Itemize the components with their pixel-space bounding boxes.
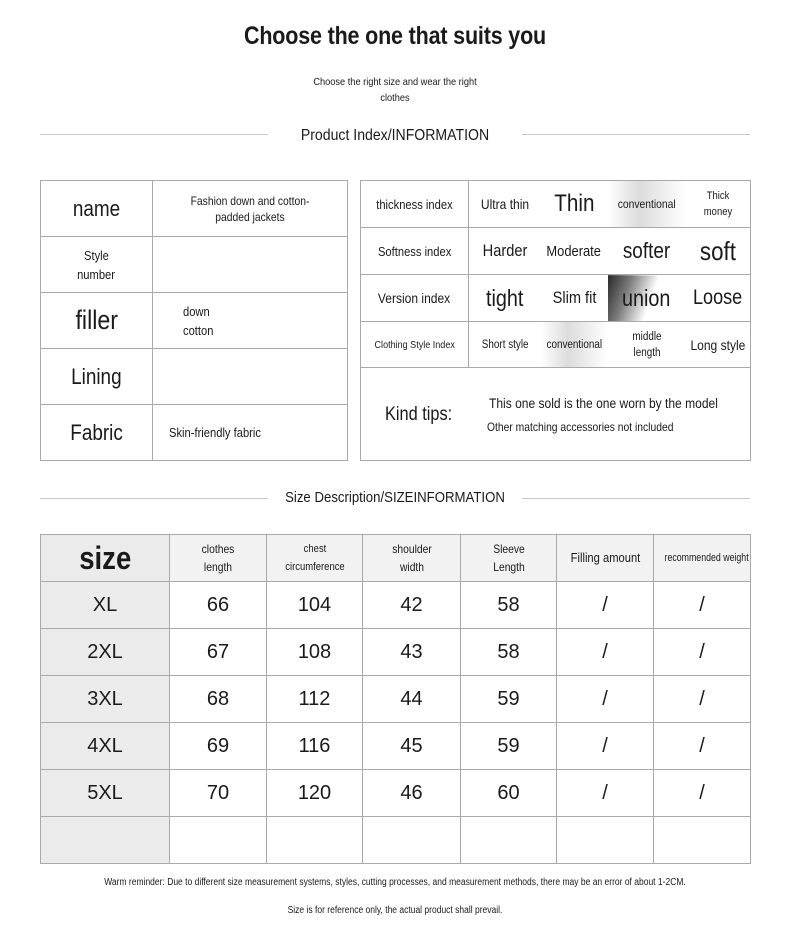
index-row-style bbox=[361, 322, 751, 368]
measurement-cell: 58 bbox=[461, 629, 557, 676]
size-header-chest: chest circumference bbox=[284, 543, 345, 573]
index-row-softness bbox=[361, 228, 751, 275]
measurement-cell: / bbox=[654, 723, 751, 770]
tips-line-2: Other matching accessories not included bbox=[487, 420, 674, 434]
style-option-long: Long style bbox=[690, 336, 746, 353]
subtitle-line-1: Choose the right size and wear the right bbox=[313, 76, 477, 88]
info-value-style bbox=[153, 237, 348, 293]
measurement-cell: / bbox=[654, 582, 751, 629]
subtitle-line-2: clothes bbox=[380, 92, 410, 104]
version-option-slim-fit: Slim fit bbox=[552, 288, 596, 307]
info-value-name: Fashion down and cotton-padded jackets bbox=[190, 193, 310, 224]
measurement-cell: 69 bbox=[170, 723, 267, 770]
thickness-option-ultra-thin: Ultra thin bbox=[480, 196, 529, 212]
measurement-cell: / bbox=[654, 770, 751, 817]
measurement-cell: 45 bbox=[363, 723, 461, 770]
measurement-cell: 108 bbox=[267, 629, 363, 676]
measurement-cell: 112 bbox=[267, 676, 363, 723]
size-header-size: size bbox=[78, 540, 132, 576]
measurement-cell: 58 bbox=[461, 582, 557, 629]
index-row-thickness bbox=[361, 181, 751, 228]
size-cell: XL bbox=[41, 582, 170, 629]
index-row-version bbox=[361, 275, 751, 322]
size-header-row bbox=[41, 535, 751, 582]
version-option-tight: tight bbox=[486, 284, 524, 311]
size-divider-left bbox=[40, 498, 268, 499]
table-row bbox=[41, 676, 751, 723]
table-row bbox=[41, 817, 751, 864]
info-row-style bbox=[41, 237, 348, 293]
measurement-cell: / bbox=[557, 676, 654, 723]
measurement-cell bbox=[557, 817, 654, 864]
measurement-cell bbox=[654, 817, 751, 864]
measurement-cell: 116 bbox=[267, 723, 363, 770]
size-table bbox=[40, 534, 751, 864]
section-divider-left bbox=[40, 134, 268, 135]
size-divider-right bbox=[522, 498, 750, 499]
thickness-selected-highlight bbox=[608, 181, 686, 228]
measurement-cell: 42 bbox=[363, 582, 461, 629]
measurement-cell: 70 bbox=[170, 770, 267, 817]
info-label-style-2: number bbox=[77, 266, 116, 282]
info-label-lining: Lining bbox=[71, 363, 122, 389]
page-subtitle bbox=[307, 74, 483, 106]
size-header-shoulder: shoulder width bbox=[391, 542, 432, 574]
info-row-name bbox=[41, 181, 348, 237]
size-header-sleeve: Sleeve Length bbox=[492, 542, 525, 574]
size-header-length: clothes length bbox=[201, 542, 235, 574]
softness-label: Softness index bbox=[377, 243, 452, 259]
info-row-fabric bbox=[41, 405, 348, 461]
info-label-name: name bbox=[72, 195, 121, 221]
product-index-table bbox=[360, 180, 751, 461]
table-row bbox=[41, 582, 751, 629]
info-label-fabric: Fabric bbox=[70, 419, 123, 445]
footer-warm-reminder: Warm reminder: Due to different size measurement systems, styles, cutting processes, and measurement methods, there may be an error of about 1-2CM. bbox=[104, 877, 686, 888]
measurement-cell bbox=[461, 817, 557, 864]
info-label-style-1: Style bbox=[84, 247, 109, 263]
measurement-cell: / bbox=[654, 676, 751, 723]
product-info-table bbox=[40, 180, 348, 461]
softness-option-softer: softer bbox=[622, 238, 671, 263]
tips-label: Kind tips: bbox=[385, 404, 453, 425]
size-header-weight: recommended weight bbox=[664, 552, 749, 564]
style-option-conventional: conventional bbox=[546, 338, 602, 351]
index-row-tips bbox=[361, 368, 751, 461]
version-selected-highlight bbox=[608, 275, 686, 322]
measurement-cell: 43 bbox=[363, 629, 461, 676]
info-value-filler-1: down bbox=[183, 303, 210, 319]
info-value-lining bbox=[153, 349, 348, 405]
table-row bbox=[41, 629, 751, 676]
style-label: Clothing Style Index bbox=[374, 338, 455, 351]
size-header-filling: Filling amount bbox=[570, 550, 640, 565]
style-option-middle: middle length bbox=[631, 330, 662, 359]
measurement-cell: 66 bbox=[170, 582, 267, 629]
measurement-cell: / bbox=[557, 770, 654, 817]
measurement-cell bbox=[267, 817, 363, 864]
section-divider-right bbox=[522, 134, 750, 135]
version-option-loose: Loose bbox=[693, 286, 743, 309]
tips-line-1: This one sold is the one worn by the model bbox=[489, 395, 718, 411]
size-section-title: Size Description/SIZEINFORMATION bbox=[285, 489, 505, 506]
measurement-cell: / bbox=[557, 629, 654, 676]
measurement-cell: / bbox=[557, 582, 654, 629]
size-table-body bbox=[41, 582, 751, 864]
info-row-filler bbox=[41, 293, 348, 349]
size-cell: 3XL bbox=[41, 676, 170, 723]
page-title: Choose the one that suits you bbox=[243, 22, 546, 50]
style-selected-highlight bbox=[541, 322, 608, 368]
softness-option-moderate: Moderate bbox=[546, 242, 602, 260]
table-row bbox=[41, 723, 751, 770]
info-label-filler: filler bbox=[75, 305, 118, 335]
version-label: Version index bbox=[378, 290, 451, 306]
style-option-short: Short style bbox=[481, 338, 529, 351]
softness-option-soft: soft bbox=[699, 235, 736, 266]
measurement-cell bbox=[363, 817, 461, 864]
thickness-label: thickness index bbox=[376, 196, 453, 212]
size-cell: 2XL bbox=[41, 629, 170, 676]
measurement-cell: / bbox=[654, 629, 751, 676]
measurement-cell: 59 bbox=[461, 723, 557, 770]
thickness-option-conventional: conventional bbox=[617, 197, 676, 211]
info-row-lining bbox=[41, 349, 348, 405]
measurement-cell: / bbox=[557, 723, 654, 770]
measurement-cell: 44 bbox=[363, 676, 461, 723]
info-value-filler-2: cotton bbox=[183, 322, 214, 338]
measurement-cell: 59 bbox=[461, 676, 557, 723]
thickness-option-thick: Thick money bbox=[703, 190, 732, 218]
size-cell: 5XL bbox=[41, 770, 170, 817]
product-section-title: Product Index/INFORMATION bbox=[300, 127, 490, 144]
measurement-cell: 68 bbox=[170, 676, 267, 723]
info-value-fabric: Skin-friendly fabric bbox=[169, 424, 261, 440]
table-row bbox=[41, 770, 751, 817]
version-option-union: union bbox=[622, 284, 671, 311]
measurement-cell: 60 bbox=[461, 770, 557, 817]
size-cell bbox=[41, 817, 170, 864]
thickness-option-thin: Thin bbox=[553, 190, 595, 217]
measurement-cell: 67 bbox=[170, 629, 267, 676]
size-cell: 4XL bbox=[41, 723, 170, 770]
footer-reference-note: Size is for reference only, the actual product shall prevail. bbox=[287, 905, 503, 916]
measurement-cell: 120 bbox=[267, 770, 363, 817]
measurement-cell bbox=[170, 817, 267, 864]
measurement-cell: 104 bbox=[267, 582, 363, 629]
softness-option-harder: Harder bbox=[482, 241, 528, 260]
measurement-cell: 46 bbox=[363, 770, 461, 817]
